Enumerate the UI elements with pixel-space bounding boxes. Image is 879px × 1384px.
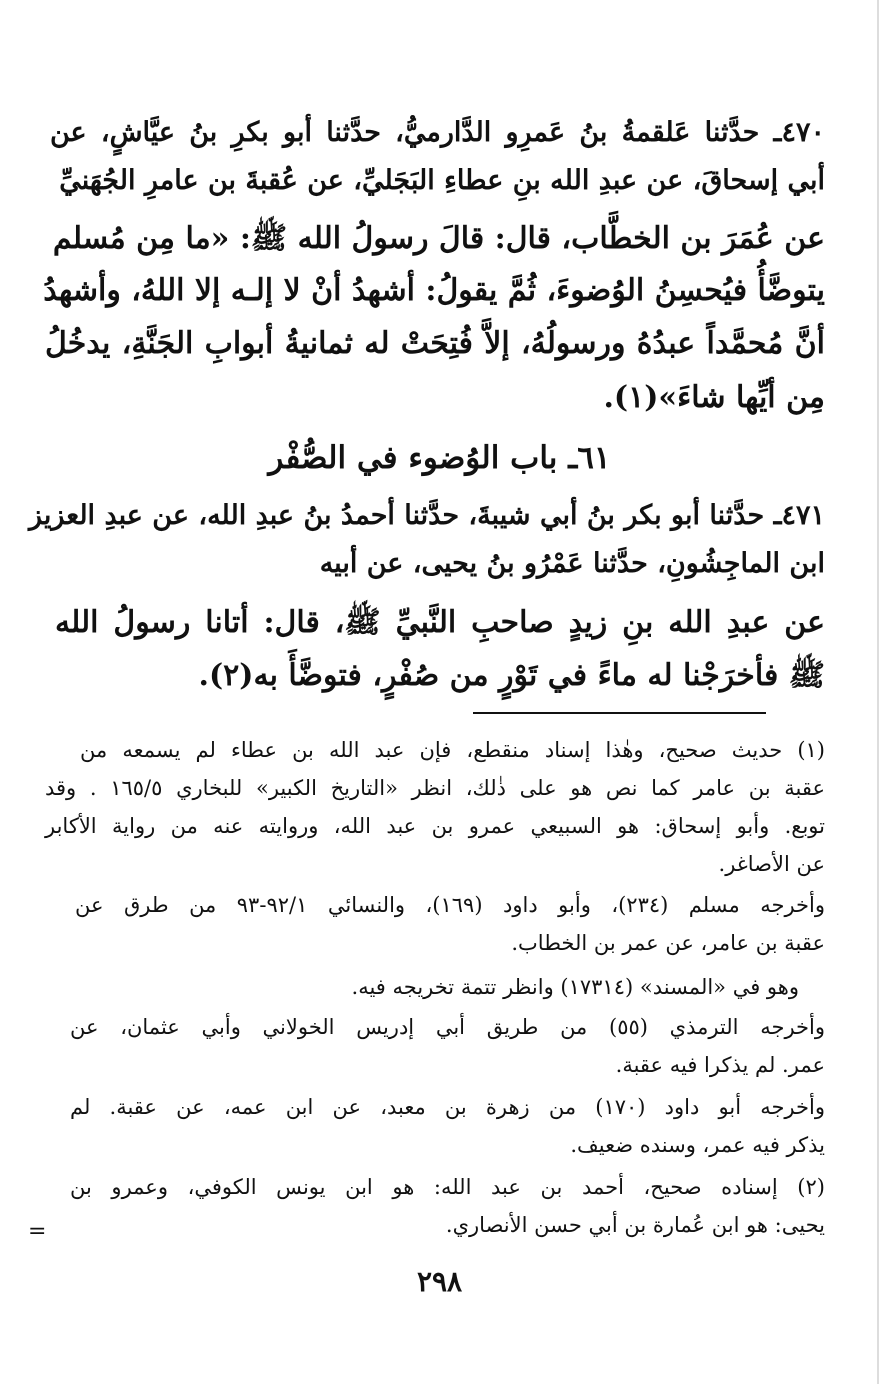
page-number: ٢٩٨	[416, 1265, 463, 1298]
footnote-line: عقبة بن عامر كما نص هو على ذٰلك، انظر «التاريخ الكبير» للبخاري ١٦٥/٥ . وقد	[45, 776, 826, 800]
text-line: أنَّ مُحمَّداً عبدُهُ ورسولُهُ، إلاَّ فُتِحَتْ له ثمانيةُ أبوابِ الجَنَّةِ، يدخُلُ	[45, 326, 825, 361]
chapter-heading: ٦١ـ باب الوُضوء في الصُّفْر	[268, 440, 611, 476]
footnote-line: وأخرجه مسلم (٢٣٤)، وأبو داود (١٦٩)، والنسائي ٩٢/١-٩٣ من طرق عن	[75, 893, 825, 917]
text-line: يتوضَّأُ فيُحسِنُ الوُضوءَ، ثُمَّ يقولُ: أشهدُ أنْ لا إلـه إلا اللهُ، وأشهدُ	[43, 273, 825, 308]
continuation-mark: =	[28, 1219, 47, 1244]
footnote-line: يذكر فيه عمر، وسنده ضعيف.	[570, 1133, 825, 1157]
footnote-separator	[473, 712, 766, 714]
text-line: ٤٧٠ـ حدَّثنا عَلقمةُ بنُ عَمرِو الدَّارميُّ، حدَّثنا أبو بكرِ بنُ عيَّاشٍ، عن	[50, 117, 825, 148]
text-line: ابن الماجِشُونِ، حدَّثنا عَمْرُو بنُ يحيى، عن أبيه	[319, 548, 825, 579]
text-line: عن عبدِ الله بنِ زيدٍ صاحبِ النَّبيِّ ﷺ، قال: أتانا رسولُ الله	[55, 605, 825, 640]
text-line: عن عُمَرَ بن الخطَّاب، قال: قالَ رسولُ الله ﷺ: «ما مِن مُسلم	[52, 221, 825, 256]
text-line: أبي إسحاقَ، عن عبدِ الله بنِ عطاءِ البَجَليِّ، عن عُقبةَ بن عامرِ الجُهَنيِّ	[59, 165, 825, 196]
footnote-line: توبع. وأبو إسحاق: هو السبيعي عمرو بن عبد الله، وروايته عنه من رواية الأكابر	[45, 814, 825, 838]
text-line: ﷺ فأخرَجْنا له ماءً في تَوْرٍ من صُفْرٍ، فتوضَّأَ به(٢).	[198, 658, 825, 693]
footnote-line: يحيى: هو ابن عُمارة بن أبي حسن الأنصاري.	[445, 1213, 825, 1237]
text-line: مِن أيِّها شاءَ»(١).	[603, 380, 825, 415]
footnote-line: وهو في «المسند» (١٧٣١٤) وانظر تتمة تخريجه فيه.	[351, 975, 799, 999]
footnote-line: عمر. لم يذكرا فيه عقبة.	[615, 1053, 825, 1077]
footnote-line: (٢) إسناده صحيح، أحمد بن عبد الله: هو ابن يونس الكوفي، وعمرو بن	[70, 1175, 825, 1199]
footnote-line: وأخرجه أبو داود (١٧٠) من زهرة بن معبد، عن ابن عمه، عن عقبة. لم	[70, 1095, 825, 1119]
footnote-line: (١) حديث صحيح، وهٰذا إسناد منقطع، فإن عبد الله بن عطاء لم يسمعه من	[80, 738, 825, 762]
footnote-line: عن الأصاغر.	[718, 852, 825, 876]
text-line: ٤٧١ـ حدَّثنا أبو بكر بنُ أبي شيبةَ، حدَّثنا أحمدُ بنُ عبدِ الله، عن عبدِ العزيز	[29, 500, 825, 531]
footnote-line: عقبة بن عامر، عن عمر بن الخطاب.	[511, 931, 825, 955]
footnote-line: وأخرجه الترمذي (٥٥) من طريق أبي إدريس الخولاني وأبي عثمان، عن	[70, 1015, 825, 1039]
